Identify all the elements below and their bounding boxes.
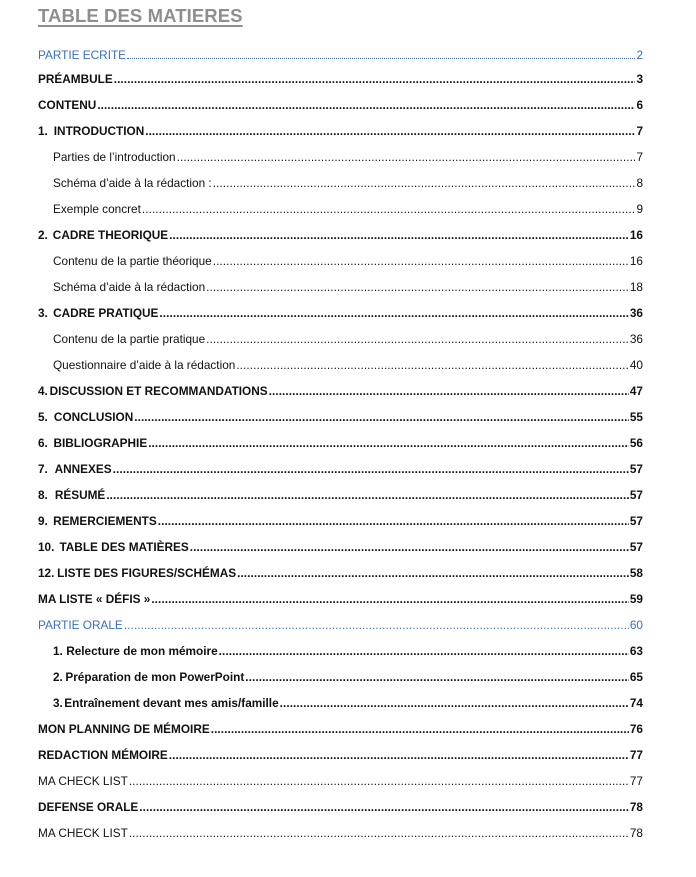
toc-entry-text: Schéma d’aide à la rédaction : (53, 176, 212, 190)
toc-entry-number: 9. (38, 514, 48, 528)
toc-entry-text: CONTENU (38, 98, 97, 112)
toc-entry-number: 6. (38, 436, 48, 450)
toc-entry-page-number: 78 (629, 800, 643, 814)
toc-entry-page-number: 57 (629, 514, 643, 528)
toc-title: TABLE DES MATIERES (38, 5, 243, 26)
dot-leader (134, 408, 629, 426)
toc-entry-text: TABLE DES MATIÈRES (59, 540, 189, 554)
toc-entry[interactable] (53, 148, 643, 166)
toc-entry-number: 2. (38, 228, 48, 242)
dot-leader (237, 564, 629, 582)
dot-leader (245, 668, 629, 686)
toc-entry-text: PRÉAMBULE (38, 72, 113, 86)
dot-leader (142, 200, 636, 218)
toc-entry-page-number: 8 (636, 176, 643, 190)
toc-entry-text: Entraînement devant mes amis/famille (64, 696, 279, 710)
dot-leader (190, 538, 629, 556)
toc-entry-number: 5. (38, 410, 48, 424)
toc-entry[interactable] (38, 460, 643, 478)
toc-entry-number: 4. (38, 384, 48, 398)
toc-entry-number: 12. (38, 566, 55, 580)
toc-entry[interactable] (53, 278, 643, 296)
toc-entry-page-number: 9 (636, 202, 643, 216)
dot-leader (206, 278, 629, 296)
dot-leader (145, 122, 635, 140)
toc-entry-text: MA CHECK LIST (38, 774, 128, 788)
dot-leader (177, 148, 636, 166)
toc-entry-text: PARTIE ORALE (38, 618, 123, 632)
dot-leader (280, 694, 629, 712)
dot-leader (159, 304, 628, 322)
toc-link-entry[interactable] (38, 44, 643, 62)
toc-entry-text: ANNEXES (54, 462, 112, 476)
toc-entry-page-number: 57 (629, 488, 643, 502)
toc-entry[interactable] (38, 226, 643, 244)
toc-entry-page-number: 63 (629, 644, 643, 658)
dot-leader (148, 434, 629, 452)
toc-entry[interactable] (53, 330, 643, 348)
toc-entry-text: PARTIE ECRITE (38, 48, 127, 62)
toc-entry-text: Parties de l’introduction (53, 150, 176, 164)
toc-entry-page-number: 57 (629, 540, 643, 554)
toc-entry[interactable] (53, 642, 643, 660)
dot-leader (236, 356, 629, 374)
toc-entry-page-number: 7 (636, 124, 643, 138)
toc-entry-page-number: 40 (629, 358, 643, 372)
dot-leader (106, 486, 629, 504)
toc-entry-text: Préparation de mon PowerPoint (65, 670, 245, 684)
toc-entry[interactable] (38, 304, 643, 322)
toc-entry-text: Contenu de la partie théorique (53, 254, 212, 268)
toc-entry-page-number: 6 (636, 98, 643, 112)
toc-entry-page-number: 65 (629, 670, 643, 684)
toc-entry-page-number: 36 (629, 306, 643, 320)
toc-entry-text: RÉSUMÉ (54, 488, 106, 502)
dot-leader (114, 70, 636, 88)
toc-entry[interactable] (53, 694, 643, 712)
toc-entry-page-number: 36 (629, 332, 643, 346)
toc-entry-page-number: 74 (629, 696, 643, 710)
toc-entry-text: Relecture de mon mémoire (66, 644, 218, 658)
toc-entry[interactable] (38, 486, 643, 504)
toc-entry-text: MA LISTE « DÉFIS » (38, 592, 151, 606)
dot-leader (206, 330, 629, 348)
dot-leader (169, 226, 629, 244)
toc-entry[interactable] (38, 122, 643, 140)
toc-entry[interactable] (53, 200, 643, 218)
toc-entry[interactable] (53, 356, 643, 374)
toc-entry-text: CADRE THEORIQUE (52, 228, 169, 242)
toc-entry-page-number: 56 (629, 436, 643, 450)
toc-entry-text: Exemple concret (53, 202, 141, 216)
toc-entry[interactable] (53, 668, 643, 686)
toc-link-entry[interactable] (38, 616, 643, 634)
toc-entry-number: 8. (38, 488, 48, 502)
toc-entry-text: Contenu de la partie pratique (53, 332, 206, 346)
toc-entry-page-number: 47 (629, 384, 643, 398)
toc-entry[interactable] (53, 174, 643, 192)
toc-entry[interactable] (38, 720, 643, 738)
toc-entry-page-number: 7 (636, 150, 643, 164)
toc-entry[interactable] (38, 590, 643, 608)
toc-entry[interactable] (38, 746, 643, 764)
toc-entry-text: REDACTION MÉMOIRE (38, 748, 168, 762)
dot-leader (129, 824, 629, 842)
toc-entry[interactable] (38, 408, 643, 426)
toc-entry[interactable] (38, 70, 643, 88)
toc-entry-page-number: 57 (629, 462, 643, 476)
toc-entry-text: LISTE DES FIGURES/SCHÉMAS (57, 566, 237, 580)
dot-leader (269, 382, 629, 400)
toc-entry-text: Schéma d’aide à la rédaction (53, 280, 206, 294)
toc-entry[interactable] (38, 538, 643, 556)
toc-entry-page-number: 60 (629, 618, 643, 632)
dot-leader (213, 252, 629, 270)
toc-entry-number: 10. (38, 540, 55, 554)
toc-entry-number: 2. (53, 670, 63, 684)
toc-entry-text: INTRODUCTION (53, 124, 145, 138)
toc-entry-page-number: 16 (629, 228, 643, 242)
toc-entry-number: 3. (53, 696, 63, 710)
dot-leader (129, 772, 629, 790)
dot-leader (113, 460, 629, 478)
toc-entry-page-number: 55 (629, 410, 643, 424)
toc-entry-number: 1. (38, 124, 48, 138)
toc-entry[interactable] (38, 382, 643, 400)
dot-leader (151, 590, 629, 608)
dot-leader (211, 720, 629, 738)
toc-entry-page-number: 2 (636, 48, 643, 62)
toc-entry-page-number: 78 (629, 826, 643, 840)
toc-entry-text: DISCUSSION ET RECOMMANDATIONS (49, 384, 268, 398)
toc-entry[interactable] (38, 564, 643, 582)
dot-leader (169, 746, 629, 764)
dot-leader (127, 44, 635, 59)
toc-entry-text: CADRE PRATIQUE (53, 306, 159, 320)
toc-entry-page-number: 58 (629, 566, 643, 580)
toc-entry-number: 1. (53, 644, 63, 658)
toc-entry-number: 7. (38, 462, 48, 476)
dot-leader (219, 642, 629, 660)
toc-entry[interactable] (38, 798, 643, 816)
dot-leader (97, 96, 635, 114)
toc-entry-page-number: 3 (636, 72, 643, 86)
toc-entry[interactable] (38, 512, 643, 530)
toc-entry-page-number: 77 (629, 748, 643, 762)
toc-entry-text: MA CHECK LIST (38, 826, 128, 840)
toc-entry-text: MON PLANNING DE MÉMOIRE (38, 722, 210, 736)
toc-entry[interactable] (38, 772, 643, 790)
toc-entry-text: Questionnaire d’aide à la rédaction (53, 358, 236, 372)
toc-entry-text: CONCLUSION (53, 410, 134, 424)
dot-leader (213, 174, 636, 192)
toc-entry-page-number: 18 (629, 280, 643, 294)
toc-entry-text: BIBLIOGRAPHIE (53, 436, 148, 450)
toc-entry[interactable] (38, 96, 643, 114)
toc-entry-page-number: 59 (629, 592, 643, 606)
dot-leader (124, 616, 629, 634)
toc-entry[interactable] (38, 434, 643, 452)
dot-leader (158, 512, 629, 530)
toc-entry-page-number: 76 (629, 722, 643, 736)
toc-entry-text: REMERCIEMENTS (53, 514, 157, 528)
toc-entry-text: DEFENSE ORALE (38, 800, 139, 814)
toc-entry-page-number: 77 (629, 774, 643, 788)
toc-entry-number: 3. (38, 306, 48, 320)
toc-entry-page-number: 16 (629, 254, 643, 268)
dot-leader (139, 798, 629, 816)
toc-entry[interactable] (38, 824, 643, 842)
toc-entry[interactable] (53, 252, 643, 270)
